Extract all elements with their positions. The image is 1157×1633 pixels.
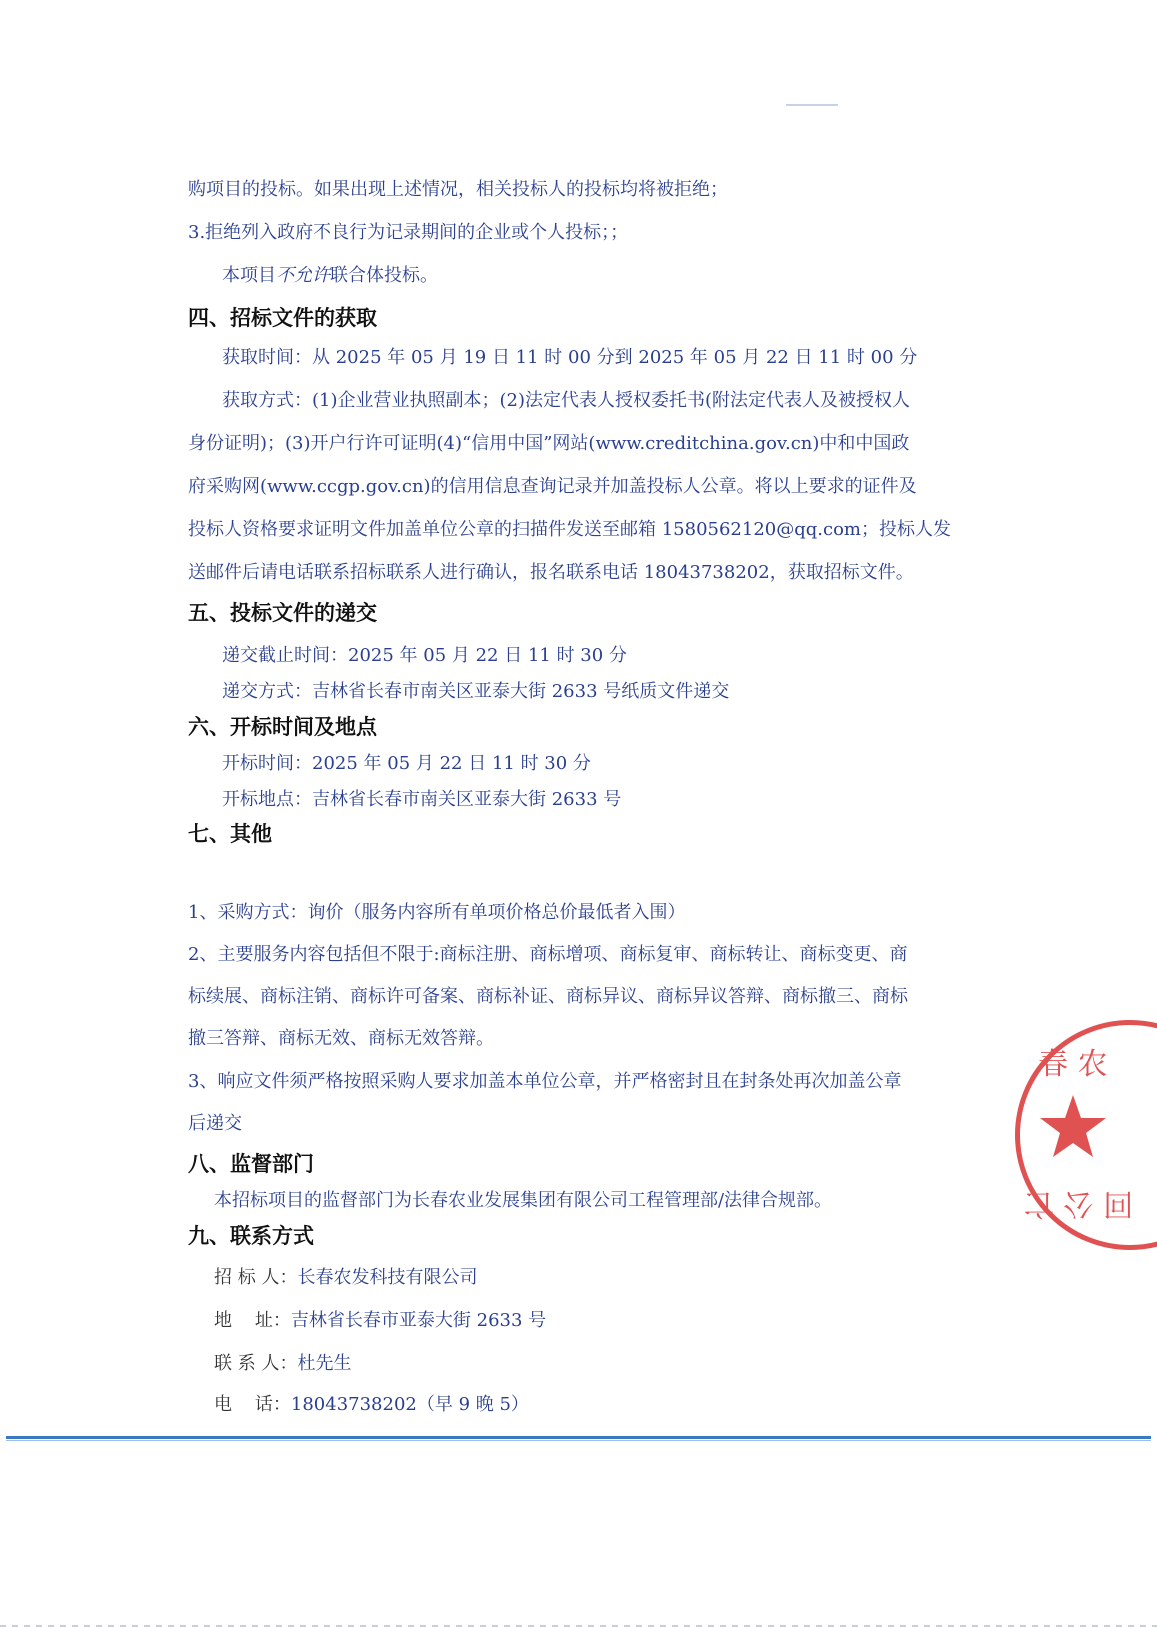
seal-bottom-text: 回 公 亡 [1024, 1186, 1134, 1221]
other-item-3-line-2: 后递交 [188, 1113, 242, 1134]
contact-phone [214, 1393, 529, 1417]
tenderer-label: 招 标 人： [214, 1267, 298, 1288]
tenderer-value: 长春农发科技有限公司 [297, 1267, 478, 1288]
seal-top-text: 春 农 [1038, 1047, 1108, 1082]
section-4-title: 四、招标文件的获取 [188, 305, 377, 330]
section-8-title: 八、监督部门 [188, 1151, 314, 1176]
divider-rule [6, 1436, 1151, 1439]
divider-rule-shadow [6, 1440, 1151, 1441]
acquire-method-line-5: 送邮件后请电话联系招标联系人进行确认，报名联系电话 18043738202，获取招标文件。 [188, 562, 914, 583]
consortium-post: 联合体投标。 [330, 265, 438, 286]
consortium-pre: 本项目 [222, 265, 276, 286]
submit-deadline: 递交截止时间：2025 年 05 月 22 日 11 时 30 分 [222, 645, 627, 666]
acquire-method-line-2: 身份证明)；(3)开户行许可证明(4)“信用中国”网站(www.creditchina.gov.cn)中和中国政 [188, 433, 910, 454]
contact-person [214, 1352, 351, 1376]
acquire-method-line-4: 投标人资格要求证明文件加盖单位公章的扫描件发送至邮箱 1580562120@qq.com；投标人发 [188, 519, 951, 540]
contact-address [214, 1309, 546, 1333]
address-label: 地 址： [214, 1310, 291, 1331]
section-9-title: 九、联系方式 [188, 1223, 314, 1248]
other-item-1: 1、采购方式：询价（服务内容所有单项价格总价最低者入围） [188, 902, 686, 923]
phone-value: 18043738202（早 9 晚 5） [290, 1394, 529, 1415]
paragraph-continuation: 购项目的投标。如果出现上述情况，相关投标人的投标均将被拒绝； [188, 179, 728, 200]
section-7-title: 七、其他 [188, 821, 272, 846]
other-item-2-line-3: 撤三答辩、商标无效、商标无效答辩。 [188, 1028, 494, 1049]
contact-tenderer [214, 1266, 477, 1290]
section-6-title: 六、开标时间及地点 [188, 714, 377, 739]
acquire-method-line-3: 府采购网(www.ccgp.gov.cn)的信用信息查询记录并加盖投标人公章。将以上要求的证件及 [188, 476, 917, 497]
seal-star-icon [1038, 1093, 1108, 1159]
submit-method: 递交方式：吉林省长春市南关区亚泰大街 2633 号纸质文件递交 [222, 681, 730, 702]
other-item-3-line-1: 3、响应文件须严格按照采购人要求加盖本单位公章，并严格密封且在封条处再次加盖公章 [188, 1071, 902, 1092]
phone-label: 电 话： [214, 1394, 291, 1415]
opening-place: 开标地点：吉林省长春市南关区亚泰大街 2633 号 [222, 789, 622, 810]
scan-mark [786, 104, 838, 106]
opening-time: 开标时间：2025 年 05 月 22 日 11 时 30 分 [222, 753, 591, 774]
other-item-2-line-2: 标续展、商标注销、商标许可备案、商标补证、商标异议、商标异议答辩、商标撤三、商标 [188, 986, 908, 1007]
item-3: 3.拒绝列入政府不良行为记录期间的企业或个人投标；； [188, 222, 629, 243]
consortium-emphasis: 不允许 [276, 265, 330, 286]
scan-edge [0, 1625, 1157, 1627]
contact-value: 杜先生 [297, 1353, 352, 1374]
section-5-title: 五、投标文件的递交 [188, 600, 377, 625]
acquire-time: 获取时间：从 2025 年 05 月 19 日 11 时 00 分到 2025 年 05 月 22 日 11 时 00 分 [222, 347, 918, 368]
other-item-2-line-1: 2、主要服务内容包括但不限于:商标注册、商标增项、商标复审、商标转让、商标变更、商 [188, 944, 908, 965]
supervision-text: 本招标项目的监督部门为长春农业发展集团有限公司工程管理部/法律合规部。 [214, 1190, 833, 1211]
company-seal [1015, 1020, 1157, 1250]
address-value: 吉林省长春市亚泰大街 2633 号 [290, 1310, 547, 1331]
contact-label: 联 系 人： [214, 1353, 298, 1374]
acquire-method-line-1: 获取方式：(1)企业营业执照副本；(2)法定代表人授权委托书(附法定代表人及被授权人 [222, 390, 911, 411]
consortium-note [222, 264, 438, 288]
